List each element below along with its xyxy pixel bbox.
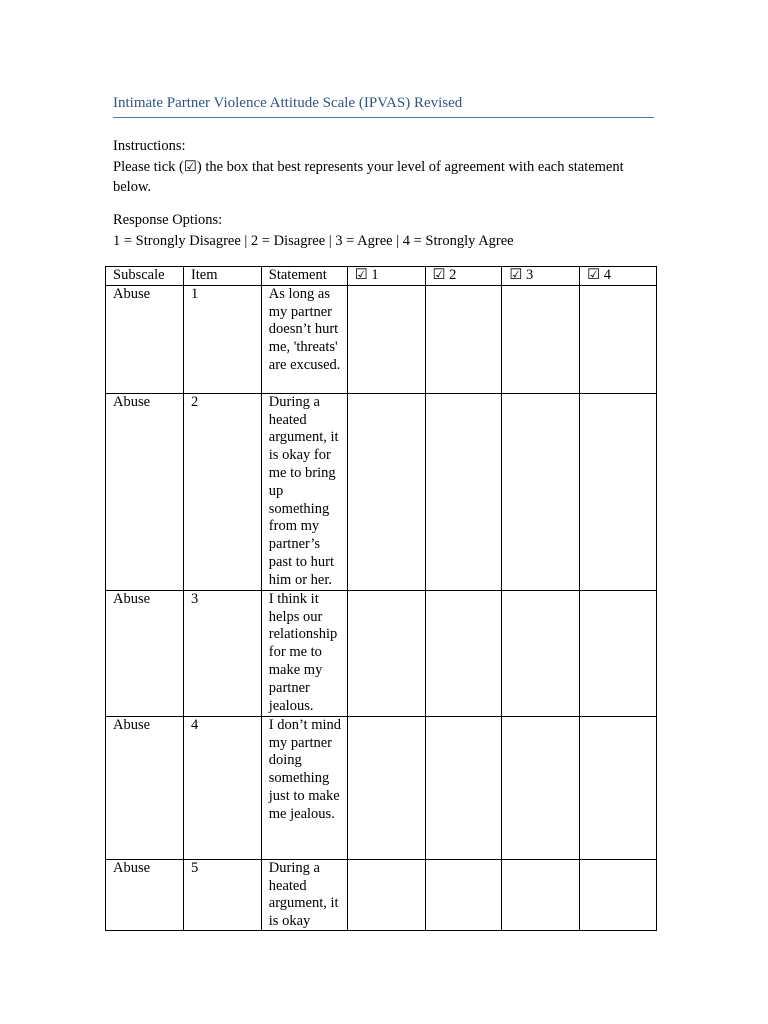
response-box-2[interactable] xyxy=(425,285,502,393)
response-box-2[interactable] xyxy=(425,590,502,716)
cell-statement: As long as my partner doesn’t hurt me, 'threats' are excused. xyxy=(261,285,347,393)
response-box-1[interactable] xyxy=(347,285,425,393)
response-box-1[interactable] xyxy=(347,590,425,716)
table-row xyxy=(106,859,657,931)
cell-item: 3 xyxy=(183,590,261,716)
cell-subscale: Abuse xyxy=(106,393,184,590)
response-box-1[interactable] xyxy=(347,859,425,931)
cell-item: 2 xyxy=(183,393,261,590)
cell-statement: I don’t mind my partner doing something just to make me jealous. xyxy=(261,716,347,859)
response-box-3[interactable] xyxy=(502,590,580,716)
response-box-3[interactable] xyxy=(502,393,580,590)
response-box-3[interactable] xyxy=(502,716,580,859)
cell-subscale: Abuse xyxy=(106,590,184,716)
ipvas-table xyxy=(105,266,657,931)
table-row xyxy=(106,393,657,590)
cell-subscale: Abuse xyxy=(106,859,184,931)
response-box-4[interactable] xyxy=(580,590,657,716)
cell-statement: During a heated argument, it is okay for me to bring up something from my partner’s past to hurt him or her. xyxy=(261,393,347,590)
instructions-heading: Instructions: xyxy=(113,138,186,154)
document-title: Intimate Partner Violence Attitude Scale (IPVAS) Revised xyxy=(113,93,654,118)
table-header-row xyxy=(106,267,657,286)
cell-statement: I think it helps our relationship for me to make my partner jealous. xyxy=(261,590,347,716)
response-options-block xyxy=(113,210,658,251)
header-subscale: Subscale xyxy=(106,267,184,286)
header-option-4: ☑ 4 xyxy=(580,267,657,286)
response-box-4[interactable] xyxy=(580,716,657,859)
table-bottom-border xyxy=(105,930,657,931)
response-box-2[interactable] xyxy=(425,393,502,590)
header-item: Item xyxy=(183,267,261,286)
cell-subscale: Abuse xyxy=(106,285,184,393)
cell-subscale: Abuse xyxy=(106,716,184,859)
table-viewport xyxy=(105,266,657,931)
response-box-4[interactable] xyxy=(580,285,657,393)
instructions-text: Please tick (☑) the box that best represents your level of agreement with each statement below. xyxy=(113,158,624,195)
table-row xyxy=(106,285,657,393)
response-box-3[interactable] xyxy=(502,285,580,393)
instructions-block xyxy=(113,136,658,198)
header-option-2: ☑ 2 xyxy=(425,267,502,286)
table-row xyxy=(106,590,657,716)
header-statement: Statement xyxy=(261,267,347,286)
response-box-1[interactable] xyxy=(347,393,425,590)
cell-statement: During a heated argument, it is okay xyxy=(261,859,347,931)
response-box-2[interactable] xyxy=(425,716,502,859)
response-options-heading: Response Options: xyxy=(113,212,223,228)
response-options-text: 1 = Strongly Disagree | 2 = Disagree | 3 = Agree | 4 = Strongly Agree xyxy=(113,232,514,249)
cell-item: 4 xyxy=(183,716,261,859)
response-box-4[interactable] xyxy=(580,859,657,931)
header-option-1: ☑ 1 xyxy=(347,267,425,286)
response-box-4[interactable] xyxy=(580,393,657,590)
cell-item: 5 xyxy=(183,859,261,931)
table-row xyxy=(106,716,657,859)
cell-item: 1 xyxy=(183,285,261,393)
header-option-3: ☑ 3 xyxy=(502,267,580,286)
response-box-3[interactable] xyxy=(502,859,580,931)
response-box-1[interactable] xyxy=(347,716,425,859)
response-box-2[interactable] xyxy=(425,859,502,931)
